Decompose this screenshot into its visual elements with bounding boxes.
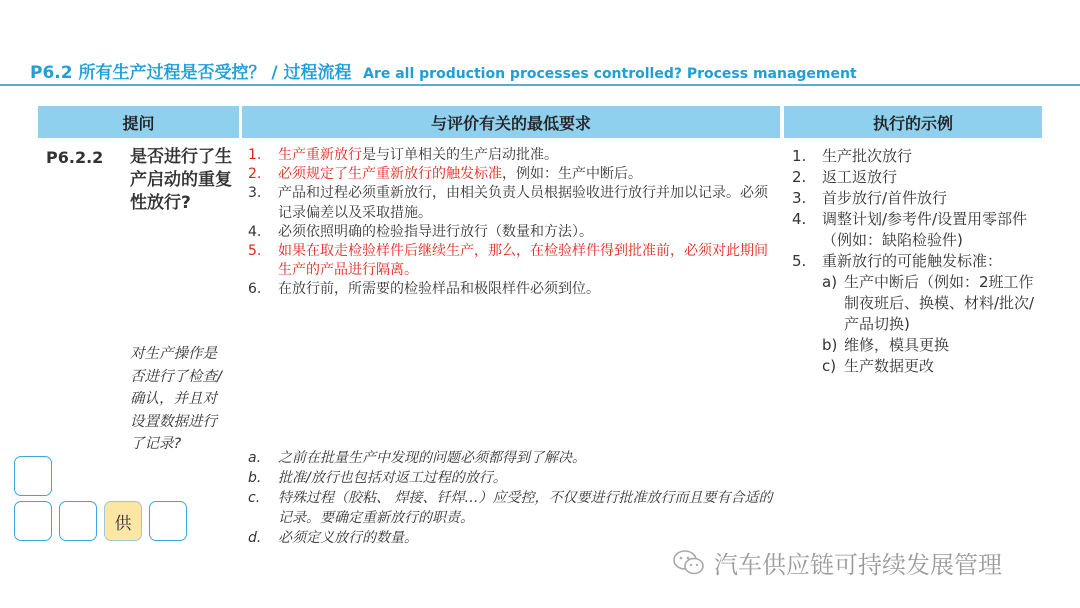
requirement-text: 是与订单相关的生产启动批准。 xyxy=(362,147,558,163)
note-letter: d. xyxy=(248,530,262,546)
example-number: 3. xyxy=(792,189,807,207)
example-subtext: 生产数据更改 xyxy=(844,357,935,375)
requirement-number: 5. xyxy=(248,243,262,260)
requirement-item xyxy=(248,184,776,222)
nav-box-1[interactable] xyxy=(14,456,52,496)
notes-list xyxy=(248,448,776,548)
example-sublist xyxy=(822,272,1042,377)
example-item xyxy=(792,251,1042,377)
note-item xyxy=(248,448,776,468)
requirement-item xyxy=(248,223,776,242)
example-subitem xyxy=(822,272,1042,335)
requirement-text: ，例如：生产中断后。 xyxy=(502,166,642,183)
note-letter: c. xyxy=(248,490,261,506)
example-text: 重新放行的可能触发标准： xyxy=(822,252,1003,270)
example-number: 2. xyxy=(792,168,807,186)
requirement-number: 6. xyxy=(248,281,262,298)
example-text: 调整计划/参考件/设置用零部件（例如：缺陷检验件) xyxy=(822,210,1028,249)
question-note: 对生产操作是否进行了检查/确认，并且对设置数据进行了记录? xyxy=(130,346,222,452)
example-text: 返工返放行 xyxy=(822,168,898,186)
requirement-text-highlight: 生产重新放行 xyxy=(278,147,362,163)
example-subtext: 维修，模具更换 xyxy=(844,336,950,354)
requirement-number: 3. xyxy=(248,185,262,202)
example-text: 首步放行/首件放行 xyxy=(822,189,948,207)
title-en: Are all production processes controlled? Process management xyxy=(363,66,857,82)
note-text: 特殊过程（胶粘、 焊接、钎焊…）应受控，不仅要进行批准放行而且要有合适的记录。要确定重新放行的职责。 xyxy=(278,490,773,526)
requirement-text: 必须依照明确的检验指导进行放行（数量和方法）。 xyxy=(278,223,593,240)
note-text: 批准/放行也包括对返工过程的放行。 xyxy=(278,470,507,486)
example-item xyxy=(792,209,1042,251)
example-text: 生产批次放行 xyxy=(822,147,913,165)
nav-box-3[interactable] xyxy=(59,501,97,541)
example-subletter: a) xyxy=(822,273,838,291)
wechat-icon xyxy=(672,549,706,577)
requirement-item xyxy=(248,280,776,299)
question-text: 是否进行了生产启动的重复性放行? xyxy=(130,147,232,213)
example-number: 5. xyxy=(792,252,807,270)
header-requirements: 与评价有关的最低要求 xyxy=(242,106,780,138)
note-text: 必须定义放行的数量。 xyxy=(278,530,418,546)
requirement-item xyxy=(248,242,776,280)
example-subletter: c) xyxy=(822,357,837,375)
title-cn: P6.2 所有生产过程是否受控？ / 过程流程 xyxy=(30,63,352,83)
example-number: 4. xyxy=(792,210,807,228)
note-letter: b. xyxy=(248,470,262,486)
nav-box-supplier[interactable]: 供 xyxy=(104,501,142,541)
example-item xyxy=(792,146,1042,167)
example-item xyxy=(792,167,1042,188)
requirement-text: 产品和过程必须重新放行，由相关负责人员根据验收进行放行并加以记录。必须记录偏差以及采取措施。 xyxy=(278,185,768,221)
watermark xyxy=(672,545,1002,580)
requirement-text-highlight: 如果在取走检验样件后继续生产，那么，在检验样件得到批准前，必须对此期间生产的产品进行隔离。 xyxy=(278,243,768,279)
requirements-list xyxy=(248,146,776,300)
requirement-number: 1. xyxy=(248,147,262,163)
nav-box-2[interactable] xyxy=(14,501,52,541)
header-examples: 执行的示例 xyxy=(784,106,1042,138)
requirement-number: 2. xyxy=(248,166,262,183)
requirement-text-highlight: 必须规定了生产重新放行的触发标准 xyxy=(278,166,502,183)
note-letter: a. xyxy=(248,450,262,466)
examples-list xyxy=(792,146,1042,377)
question-code: P6.2.2 xyxy=(46,148,104,167)
note-item xyxy=(248,488,776,528)
example-subtext: 生产中断后（例如：2班工作制夜班后、换模、材料/批次/产品切换) xyxy=(844,273,1035,333)
requirement-item xyxy=(248,146,776,165)
title-divider xyxy=(0,84,1080,86)
note-text: 之前在批量生产中发现的问题必须都得到了解决。 xyxy=(278,450,586,466)
example-item xyxy=(792,188,1042,209)
example-subitem xyxy=(822,335,1042,356)
header-question: 提问 xyxy=(38,106,239,138)
watermark-text: 汽车供应链可持续发展管理 xyxy=(714,551,1002,579)
example-subitem xyxy=(822,356,1042,377)
example-subletter: b) xyxy=(822,336,838,354)
note-item xyxy=(248,468,776,488)
example-number: 1. xyxy=(792,147,807,165)
requirement-text: 在放行前，所需要的检验样品和极限样件必须到位。 xyxy=(278,281,600,298)
page-title xyxy=(30,58,857,83)
requirement-number: 4. xyxy=(248,223,262,240)
requirement-item xyxy=(248,165,776,184)
nav-box-5[interactable] xyxy=(149,501,187,541)
